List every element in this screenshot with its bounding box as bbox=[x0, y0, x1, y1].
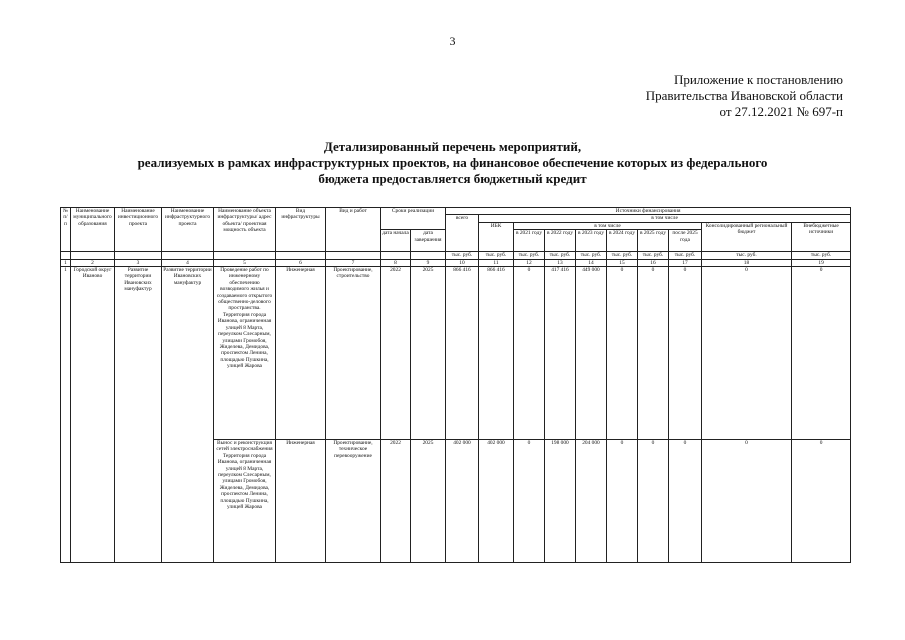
row-2022: 417 416 bbox=[545, 267, 576, 440]
header-works-type: Вид и работ bbox=[326, 208, 381, 252]
row-object: Вынос и реконструкция сетей электроснабжения Территория города Иванова, ограниченная улицей 8 Марта, переулком Слесарным, улицами Громобоя, Жиделева, Демидова, проспектом Ленина, площадью Пушкина, улицей Жарова bbox=[214, 440, 276, 563]
row-works-type: Проектирование, техническое перевооружение bbox=[326, 440, 381, 563]
row-after-2025: 0 bbox=[669, 440, 702, 563]
header-object: Наименование объекта инфраструктуры/ адрес объекта/ проектная мощность объекта bbox=[214, 208, 276, 252]
title-line-1: Детализированный перечень мероприятий, bbox=[323, 139, 582, 154]
header-extrabudget: Внебюджетные источники bbox=[792, 222, 851, 251]
appendix-line-2: Правительства Ивановской области bbox=[645, 88, 843, 103]
header-infrastructure-project: Наименование инфраструктурного проекта bbox=[162, 208, 214, 252]
title-line-2: реализуемых в рамках инфраструктурных проектов, на финансовое обеспечение которых из федерального bbox=[137, 155, 768, 170]
col-number: 13 bbox=[545, 259, 576, 266]
row-ibk: 866 416 bbox=[479, 267, 514, 440]
unit-cell: тыс. руб. bbox=[545, 252, 576, 259]
row-2024: 0 bbox=[607, 267, 638, 440]
appendix-line-1: Приложение к постановлению bbox=[673, 72, 843, 87]
row-2023: 449 000 bbox=[576, 267, 607, 440]
col-number: 7 bbox=[326, 259, 381, 266]
header-end: дата завершения bbox=[411, 230, 446, 252]
header-investment-project: Наименование инвестиционного проекта bbox=[115, 208, 162, 252]
row-total: 402 000 bbox=[446, 440, 479, 563]
header-total: всего bbox=[446, 215, 479, 252]
col-number: 19 bbox=[792, 259, 851, 266]
row-2022: 198 000 bbox=[545, 440, 576, 563]
column-numbers-row bbox=[61, 259, 851, 266]
col-number: 2 bbox=[71, 259, 115, 266]
row-2024: 0 bbox=[607, 440, 638, 563]
col-number: 6 bbox=[276, 259, 326, 266]
table-row bbox=[61, 267, 851, 440]
row-num: 1 bbox=[61, 267, 71, 563]
row-infra-type: Инженерная bbox=[276, 440, 326, 563]
row-start: 2022 bbox=[381, 440, 411, 563]
header-2023: в 2023 году bbox=[576, 230, 607, 252]
header-2021: в 2021 году bbox=[514, 230, 545, 252]
row-extrabudget: 0 bbox=[792, 440, 851, 563]
row-start: 2022 bbox=[381, 267, 411, 440]
header-after-2025: после 2025 года bbox=[669, 230, 702, 252]
header-row-1 bbox=[61, 208, 851, 215]
row-infrastructure-project: Развитие территории Ивановских мануфактур bbox=[162, 267, 214, 563]
col-number: 14 bbox=[576, 259, 607, 266]
header-2022: в 2022 году bbox=[545, 230, 576, 252]
col-number: 9 bbox=[411, 259, 446, 266]
row-total: 866 416 bbox=[446, 267, 479, 440]
row-2021: 0 bbox=[514, 440, 545, 563]
units-row bbox=[61, 252, 851, 259]
row-after-2025: 0 bbox=[669, 267, 702, 440]
unit-cell: тыс. руб. bbox=[479, 252, 514, 259]
header-num: № п/п bbox=[61, 208, 71, 252]
col-number: 12 bbox=[514, 259, 545, 266]
col-number: 17 bbox=[669, 259, 702, 266]
header-start: дата начала bbox=[381, 230, 411, 252]
row-object: Проведение работ по инженерному обеспечению возводимого жилья и создаваемого открытого общественно-делового пространства. Территория города Иванова, ограниченная улицей 8 Марта, переулком Слесарным, улицами Громобоя, Жиделева, Демидова, проспектом Ленина, площадью Пушкина, улицей Жарова bbox=[214, 267, 276, 440]
header-municipality: Наименование муниципального образования bbox=[71, 208, 115, 252]
header-terms: Сроки реализации bbox=[381, 208, 446, 230]
col-number: 18 bbox=[702, 259, 792, 266]
title-line-3: бюджета предоставляется бюджетный кредит bbox=[318, 171, 587, 186]
row-2025: 0 bbox=[638, 440, 669, 563]
unit-cell: тыс. руб. bbox=[576, 252, 607, 259]
header-consolidated-budget: Консолидированный региональный бюджет bbox=[702, 222, 792, 251]
unit-cell: тыс. руб. bbox=[702, 252, 792, 259]
col-number: 1 bbox=[61, 259, 71, 266]
appendix-note bbox=[646, 72, 843, 120]
row-2025: 0 bbox=[638, 267, 669, 440]
col-number: 16 bbox=[638, 259, 669, 266]
row-2021: 0 bbox=[514, 267, 545, 440]
header-incl-years: в том числе bbox=[514, 222, 702, 229]
row-infra-type: Инженерная bbox=[276, 267, 326, 440]
row-municipality: Городской округ Иваново bbox=[71, 267, 115, 563]
unit-cell: тыс. руб. bbox=[638, 252, 669, 259]
col-number: 11 bbox=[479, 259, 514, 266]
header-infra-type: Вид инфраструктуры bbox=[276, 208, 326, 252]
unit-cell: тыс. руб. bbox=[669, 252, 702, 259]
row-end: 2025 bbox=[411, 440, 446, 563]
header-ibk: ИБК bbox=[479, 222, 514, 251]
unit-cell: тыс. руб. bbox=[514, 252, 545, 259]
row-extrabudget: 0 bbox=[792, 267, 851, 440]
col-number: 4 bbox=[162, 259, 214, 266]
row-investment-project: Развитие территории Ивановских мануфактур bbox=[115, 267, 162, 563]
col-number: 8 bbox=[381, 259, 411, 266]
header-2025: в 2025 году bbox=[638, 230, 669, 252]
col-number: 10 bbox=[446, 259, 479, 266]
header-sources: Источники финансирования bbox=[446, 208, 851, 215]
appendix-line-3: от 27.12.2021 № 697-п bbox=[719, 104, 843, 119]
col-number: 5 bbox=[214, 259, 276, 266]
page-number: 3 bbox=[449, 34, 456, 48]
row-consolidated: 0 bbox=[702, 440, 792, 563]
measures-table bbox=[60, 207, 851, 563]
unit-cell: тыс. руб. bbox=[607, 252, 638, 259]
row-works-type: Проектирование, строительство bbox=[326, 267, 381, 440]
col-number: 15 bbox=[607, 259, 638, 266]
row-2023: 204 000 bbox=[576, 440, 607, 563]
row-end: 2025 bbox=[411, 267, 446, 440]
header-2024: в 2024 году bbox=[607, 230, 638, 252]
document-title bbox=[60, 139, 845, 187]
row-ibk: 402 000 bbox=[479, 440, 514, 563]
col-number: 3 bbox=[115, 259, 162, 266]
header-incl: в том числе bbox=[479, 215, 851, 222]
row-consolidated: 0 bbox=[702, 267, 792, 440]
unit-cell: тыс. руб. bbox=[446, 252, 479, 259]
unit-cell: тыс. руб. bbox=[792, 252, 851, 259]
